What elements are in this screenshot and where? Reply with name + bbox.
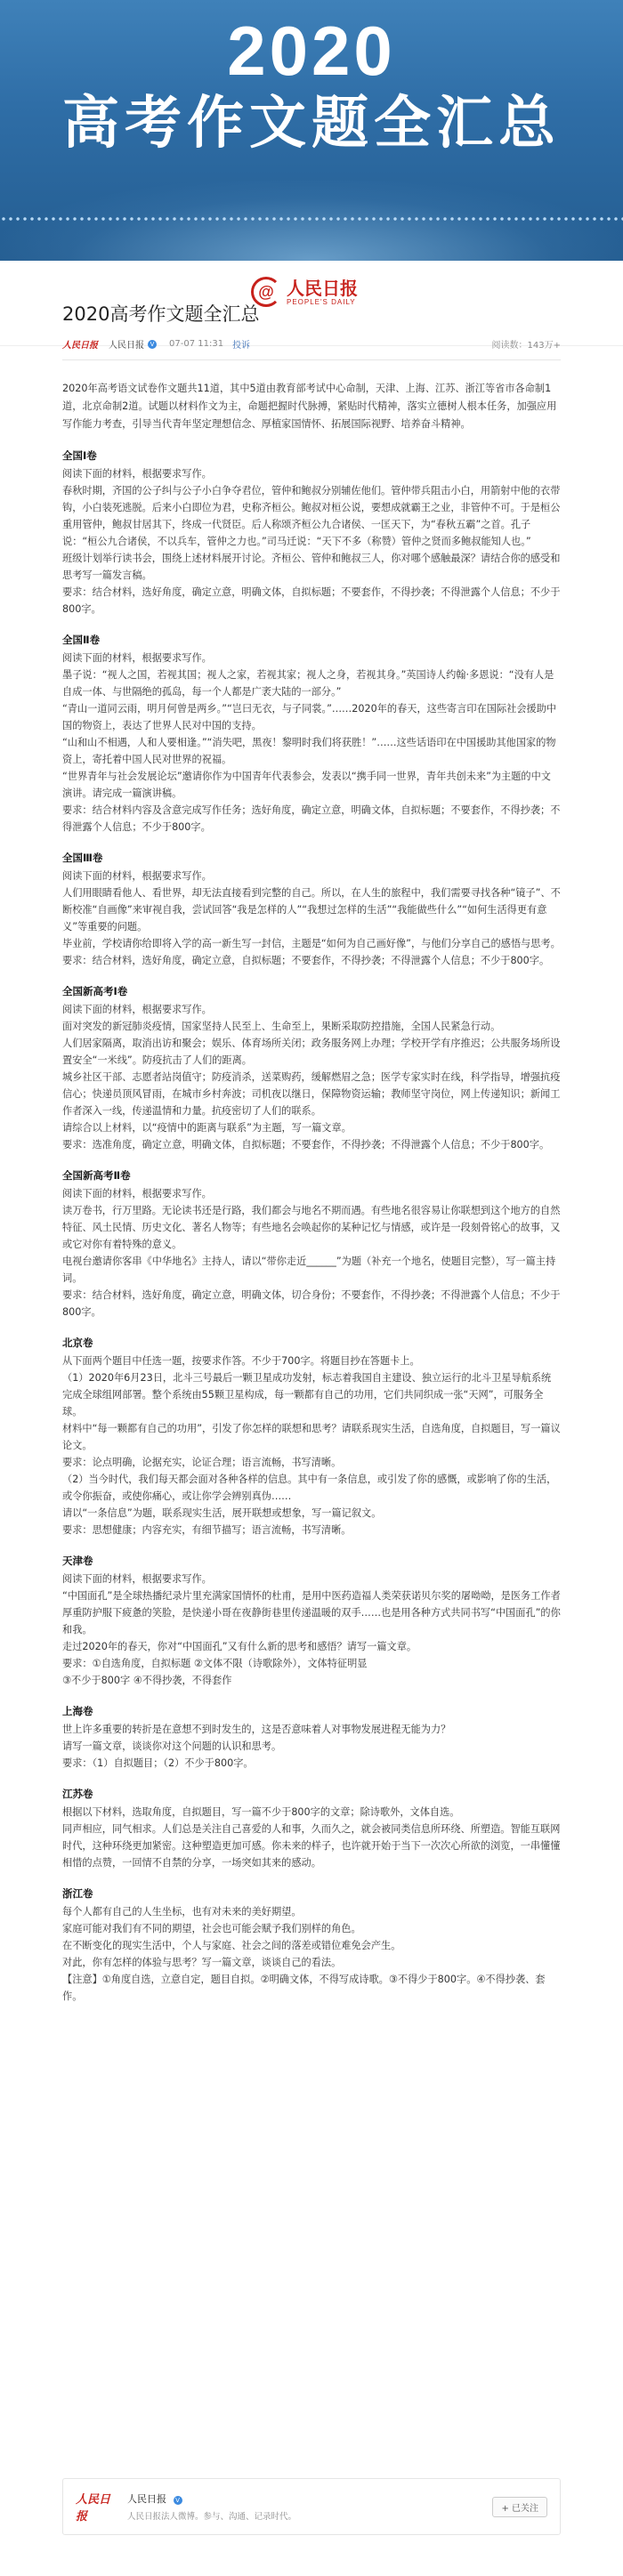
section-paragraph: 墨子说：“视人之国，若视其国；视人之家，若视其家；视人之身，若视其身。”英国诗人约翰·多恩说：“没有人是自成一体、与世隔绝的孤岛，每一个人都是广袤大陆的一部分。”: [62, 669, 554, 699]
section-title: 全国新高考Ⅰ卷: [62, 985, 128, 998]
section-paragraph: 阅读下面的材料，根据要求写作。: [62, 1004, 212, 1016]
exam-section: [62, 1166, 561, 1320]
section-paragraph: 阅读下面的材料，根据要求写作。: [62, 1188, 212, 1200]
section-paragraph: 要求：论点明确，论据充实，论证合理；语言流畅，书写清晰。: [62, 1457, 342, 1469]
section-title: 天津卷: [62, 1554, 93, 1568]
section-title: 全国Ⅰ卷: [62, 449, 97, 463]
section-paragraph: 人们居家隔离，取消出访和聚会；娱乐、体育场所关闭；政务服务网上办理；学校开学有序推迟；公共服务场所设置安全“一米线”。防疫抗击了人们的距离。: [62, 1038, 561, 1067]
banner-year: 2020: [227, 12, 396, 90]
exam-section: [62, 1784, 561, 1871]
section-paragraph: 请以“一条信息”为题，联系现实生活，展开联想或想象，写一篇记叙文。: [62, 1507, 382, 1520]
section-paragraph: 要求：结合材料，选好角度，确定立意，明确文体，切合身份；不要套作，不得抄袭；不得泄露个人信息；不少于800字。: [62, 1289, 561, 1319]
verified-icon: V: [148, 340, 157, 349]
section-paragraph: 从下面两个题目中任选一题，按要求作答。不少于700字。将题目抄在答题卡上。: [62, 1355, 420, 1368]
section-paragraph: “世界青年与社会发展论坛”邀请你作为中国青年代表参会，发表以“携手同一世界，青年共创未来”为主题的中文演讲。请完成一篇演讲稿。: [62, 771, 551, 800]
section-paragraph: 毕业前，学校请你给即将入学的高一新生写一封信，主题是“如何为自己画好像”，与他们分享自己的感悟与思考。: [62, 938, 561, 950]
section-paragraph: 要求：结合材料内容及含意完成写作任务；选好角度，确定立意，明确文体，自拟标题；不要套作，不得抄袭；不得泄露个人信息；不少于800字。: [62, 804, 561, 834]
section-paragraph: 根据以下材料，选取角度，自拟题目，写一篇不少于800字的文章；除诗歌外，文体自选。: [62, 1806, 460, 1819]
section-paragraph: 请综合以上材料，以“疫情中的距离与联系”为主题，写一篇文章。: [62, 1122, 352, 1135]
exam-section: [62, 1551, 561, 1689]
article-title: 2020高考作文题全汇总: [62, 303, 260, 325]
header-banner: [0, 0, 623, 261]
section-title: 江苏卷: [62, 1788, 93, 1801]
section-title: 全国Ⅲ卷: [62, 852, 103, 865]
section-paragraph: “中国面孔”是全球热播纪录片里充满家国情怀的杜甫，是用中医药造福人类荣获诺贝尔奖的屠呦呦，是医务工作者厚重防护服下疲惫的笑脸，是快递小哥在夜静街巷里传递温暖的双手……也是用各种方式共同书写“中国面孔”的你和我。: [62, 1590, 561, 1636]
section-paragraph: 对此，你有怎样的体验与思考？写一篇文章，谈谈自己的看法。: [62, 1957, 342, 1969]
section-paragraph: 请写一篇文章，谈谈你对这个问题的认识和思考。: [62, 1740, 282, 1753]
article-meta: [62, 337, 561, 360]
section-paragraph: 世上许多重要的转折是在意想不到时发生的，这是否意味着人对事物发展进程无能为力？: [62, 1724, 451, 1736]
section-paragraph: 阅读下面的材料，根据要求写作。: [62, 870, 212, 883]
banner-title: 高考作文题全汇总: [62, 91, 561, 157]
publish-date: 07-07 11:31: [169, 339, 224, 350]
view-count: 阅读数：143万+: [491, 341, 561, 351]
card-info: [127, 2491, 296, 2522]
author-card: [62, 2478, 561, 2535]
card-name[interactable]: [127, 2491, 296, 2506]
section-paragraph: 读万卷书，行万里路。无论读书还是行路，我们都会与地名不期而遇。有些地名很容易让你联想到这个地方的自然特征、风土民情、历史文化、著名人物等；有些地名会唤起你的某种记忆与情感，或许是一段刻骨铭心的故事，又或它对你有着特殊的意义。: [62, 1205, 561, 1251]
section-paragraph: 【注意】①角度自选，立意自定，题目自拟。②明确文体，不得写成诗歌。③不得少于800字。④不得抄袭、套作。: [62, 1974, 546, 2003]
section-paragraph: 走过2020年的春天，你对“中国面孔”又有什么新的思考和感悟？请写一篇文章。: [62, 1641, 417, 1653]
section-paragraph: 电视台邀请你客串《中华地名》主持人，请以“带你走近______”为题（补充一个地名，使题目完整），写一篇主持词。: [62, 1256, 556, 1285]
section-paragraph: “山和山不相遇，人和人要相逢。”“消失吧，黑夜！黎明时我们将获胜！”……这些话语印在中国援助其他国家的物资上，寄托着中国人民对世界的祝福。: [62, 737, 556, 766]
report-link[interactable]: 投诉: [232, 341, 251, 351]
section-paragraph: 同声相应，同气相求。人们总是关注自己喜爱的人和事，久而久之，就会被同类信息所环绕、所塑造。智能互联网时代，这种环绕更加紧密。这种塑造更加可感。你未来的样子，也许就开始于当下一次次心所欲的浏览，一串懂懂相惜的点赞，一回情不自禁的分享，一场突如其来的感动。: [62, 1823, 561, 1869]
card-verified-icon: V: [174, 2496, 182, 2505]
section-paragraph: 要求：（1）自拟题目；（2）不少于800字。: [62, 1757, 254, 1770]
section-paragraph: 家庭可能对我们有不同的期望，社会也可能会赋予我们别样的角色。: [62, 1923, 361, 1935]
section-paragraph: （1）2020年6月23日，北斗三号最后一颗卫星成功发射，标志着我国自主建设、独立运行的北斗卫星导航系统完成全球组网部署。整个系统由55颗卫星构成，每一颗都有自己的功用，它们共同织成一张“天网”，可服务全球。: [62, 1372, 552, 1418]
section-paragraph: 要求：思想健康；内容充实，有细节描写；语言流畅，书写清晰。: [62, 1524, 352, 1537]
article-intro: 2020年高考语文试卷作文题共11道，其中5道由教育部考试中心命制，天津、上海、江苏、浙江等省市各命制1道，北京命制2道。试题以材料作文为主，命题把握时代脉搏，紧贴时代精神，落实立德树人根本任务，加强应用写作能力考查，引导当代青年坚定理想信念、厚植家国情怀、拓展国际视野、培养奋斗精神。: [62, 383, 557, 431]
section-paragraph: 要求：①自选角度，自拟标题 ②文体不限（诗歌除外），文体特征明显: [62, 1658, 368, 1670]
section-paragraph: 班级计划举行读书会，围绕上述材料展开讨论。齐桓公、管仲和鲍叔三人，你对哪个感触最深？请结合你的感受和思考写一篇发言稿。: [62, 553, 561, 582]
section-paragraph: 材料中“每一颗都有自己的功用”，引发了你怎样的联想和思考？请联系现实生活，自选角度，自拟题目，写一篇议论文。: [62, 1423, 561, 1452]
section-paragraph: 在不断变化的现实生活中，个人与家庭、社会之间的落差或错位难免会产生。: [62, 1940, 401, 1952]
section-title: 全国新高考Ⅱ卷: [62, 1169, 131, 1183]
exam-section: [62, 1333, 561, 1538]
exam-section: [62, 1884, 561, 2005]
section-paragraph: 阅读下面的材料，根据要求写作。: [62, 652, 212, 665]
exam-section: [62, 630, 561, 836]
section-paragraph: 要求：结合材料，选好角度，确定立意，明确文体，自拟标题；不要套作，不得抄袭；不得泄露个人信息；不少于800字。: [62, 586, 561, 616]
logo-name: 人民日报: [287, 277, 358, 299]
section-paragraph: 每个人都有自己的人生坐标，也有对未来的美好期望。: [62, 1906, 302, 1918]
exam-section: [62, 1701, 561, 1772]
section-paragraph: 要求：选准角度，确定立意，明确文体，自拟标题；不要套作，不得抄袭；不得泄露个人信息；不少于800字。: [62, 1139, 550, 1151]
exam-section: [62, 981, 561, 1153]
section-paragraph: “青山一道同云雨，明月何曾是两乡。”“岂曰无衣，与子同裳。”……2020年的春天，这些寄言印在国际社会援助中国的物资上，表达了世界人民对中国的支持。: [62, 703, 557, 732]
logo-text: [287, 279, 358, 306]
section-paragraph: 要求：结合材料，选好角度，确定立意，自拟标题；不要套作，不得抄袭；不得泄露个人信息；不少于800字。: [62, 955, 550, 967]
exam-section: [62, 848, 561, 969]
card-description: 人民日报法人微博。参与、沟通、记录时代。: [127, 2512, 297, 2522]
section-paragraph: 春秋时期，齐国的公子纠与公子小白争夺君位，管仲和鲍叔分别辅佐他们。管仲带兵阻击小白，用箭射中他的衣带钩，小白装死逃脱。后来小白即位为君，史称齐桓公。鲍叔对桓公说，要想成就霸王之业，非管仲不可。于是桓公重用管仲，鲍叔甘居其下，终成一代贤臣。后人称颂齐桓公九合诸侯、一匡天下，为“春秋五霸”之首。孔子说：“桓公九合诸侯，不以兵车，管仲之力也。”司马迁说：“天下不多（称赞）管仲之贤而多鲍叔能知人也。”: [62, 485, 561, 548]
section-paragraph: 城乡社区干部、志愿者站岗值守；防疫消杀，送菜购药，缓解燃眉之急；医学专家实时在线，科学指导，增强抗疫信心；快递员顶风冒雨，在城市乡村奔波；司机夜以继日，保障物资运输；教师坚守岗位，网上传递知识；新闻工作者深入一线，传递温情和力量。抗疫密切了人们的联系。: [62, 1071, 561, 1118]
card-logo[interactable]: 人民日报: [76, 2493, 111, 2524]
author-name[interactable]: 人民日报: [109, 341, 144, 351]
source-logo[interactable]: 人民日报: [62, 341, 98, 351]
follow-button[interactable]: + 已关注: [492, 2497, 547, 2517]
section-paragraph: 面对突发的新冠肺炎疫情，国家坚持人民至上、生命至上，果断采取防控措施，全国人民紧急行动。: [62, 1021, 501, 1033]
banner-dots-divider: [0, 216, 623, 222]
section-paragraph: 阅读下面的材料，根据要求写作。: [62, 1573, 212, 1586]
section-title: 浙江卷: [62, 1887, 93, 1901]
section-title: 北京卷: [62, 1336, 93, 1350]
section-paragraph: 人们用眼睛看他人、看世界，却无法直接看到完整的自己。所以，在人生的旅程中，我们需要寻找各种“镜子”、不断校准“自画像”来审视自我，尝试回答“我是怎样的人”“我想过怎样的生活”“我能做些什么”“如何生活得更有意义”等重要的问题。: [62, 887, 561, 933]
section-paragraph: 阅读下面的材料，根据要求写作。: [62, 468, 212, 480]
logo-english: PEOPLE'S DAILY: [287, 297, 356, 306]
section-title: 上海卷: [62, 1705, 93, 1718]
section-paragraph: ③不少于800字 ④不得抄袭，不得套作: [62, 1675, 232, 1687]
exam-sections: [62, 446, 561, 2005]
section-title: 全国Ⅱ卷: [62, 634, 101, 647]
at-logo-icon: @: [251, 277, 281, 307]
article: [62, 303, 561, 2005]
exam-section: [62, 446, 561, 618]
card-author-name: 人民日报: [127, 2493, 166, 2505]
section-paragraph: （2）当今时代，我们每天都会面对各种各样的信息。其中有一条信息，或引发了你的感慨，或影响了你的生活，或令你振奋，或使你痛心，或让你学会辨别真伪……: [62, 1474, 557, 1503]
